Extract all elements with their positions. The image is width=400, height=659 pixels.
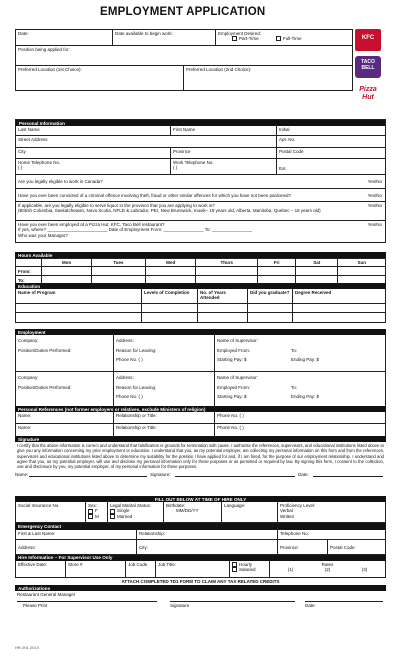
authorizations: Restaurant General Manager Please Print Signature Date:: [15, 591, 386, 615]
edu-col-levels: Levels of Completion: [142, 289, 198, 303]
personal-header: Personal Information: [16, 120, 385, 126]
rgm-name-line[interactable]: [17, 601, 157, 602]
hours-from-label: From:: [16, 267, 42, 276]
td1-notice: ATTACH COMPLETED TD1 FORM TO CLAIM ANY TAX RELATED CREDITS: [121, 578, 280, 584]
kfc-logo: KFC: [355, 29, 381, 51]
question-liquor: If applicable, are you legally eligible to serve liquor in the province that you are applying to work in? (British Columbia, Saskatchewan, Nova Scotia, NFLD & Labrador, PEI, New Brunswick, Inuvik– 19 years old, Alberta, Manitoba, Quebec – 18 years old) Yes/No: [18, 203, 382, 214]
rgm-date-line[interactable]: [305, 601, 383, 602]
employment-entry-2: Company: Position/Duties Performed: Address: Reason for Leaving: Phone No. ( ) Name of Supervisor: Employed From: To: Starting Pay: $ Ending Pay: $: [15, 372, 386, 409]
question-eligible: Are you legally eligible to work in Canada? Yes/No: [18, 179, 382, 185]
references-header: Personal References (not former employers or relatives, exclude Ministers of religion): [15, 406, 386, 412]
yesno-3[interactable]: Yes/No: [367, 203, 382, 209]
taco-bell-logo: TACO BELL: [355, 56, 381, 78]
part-time-checkbox[interactable]: [232, 36, 237, 41]
employment-header: Employment: [15, 329, 386, 335]
day-mon: Mon: [42, 259, 92, 267]
married-checkbox[interactable]: [110, 514, 115, 519]
date-field[interactable]: Date:: [16, 30, 113, 45]
yesno-1[interactable]: Yes/No: [367, 179, 382, 185]
education-header: Education: [15, 283, 386, 289]
day-wed: Wed: [145, 259, 196, 267]
signature-line: Name: Signature: Date:: [15, 472, 386, 482]
emergency-contact: First & Last Name: Relationship: Telephone No. Address: City: Province: Postal Code:: [15, 530, 386, 555]
personal-section: [15, 119, 386, 243]
emergency-header: Emergency Contact: [15, 523, 386, 529]
yesno-4[interactable]: Yes/No: [367, 222, 382, 228]
yesno-2[interactable]: Yes/No: [367, 193, 382, 199]
consent-text: I certify that the above information is correct and understand that falsification is grounds for termination with cause. I authorise the references, supervisors, and educational institutions listed above to give you any information concerning my prior employment or education. I understand that you, as my potential employer, are collecting my personal information on this form and from the references, supervisors and educational institutions listed above to determine my suitability for the position I have applied for and, if I am hired, for the purpose of our employment relationship. I understand and agree that you, as my potential employer, will use and disclose my personal information only for those purposes or as permitted or required by law. By signing this form, I consent to the collection, use and disclosure by you, my potential employer, of my personal information for these purposes.: [17, 443, 384, 469]
first-name-field[interactable]: First Name: [171, 126, 277, 135]
province-field[interactable]: Province: [171, 148, 277, 158]
signature-name-field[interactable]: [29, 472, 147, 477]
preferred-location-2[interactable]: Preferred Location (2nd Choice):: [186, 67, 252, 72]
date-available-field[interactable]: Date available to begin work:: [113, 30, 216, 45]
employment-desired: Employment Desired: Part-Time Full-Time: [218, 31, 302, 42]
street-field[interactable]: Street Address: [16, 136, 277, 147]
hire-info-table: Effective Date: Store # Job Code Job Title: Hourly Salaried Rates (1) (2) (3): [15, 561, 386, 578]
last-name-field[interactable]: Last Name: [16, 126, 171, 135]
form-number: HR-001 2014: [15, 645, 39, 650]
city-field[interactable]: City: [16, 148, 171, 158]
day-sat: Sat: [296, 259, 338, 267]
initial-field[interactable]: Initial: [279, 127, 290, 133]
hours-table: [15, 258, 386, 285]
day-thurs: Thurs: [196, 259, 258, 267]
top-section: [15, 29, 353, 91]
signature-field[interactable]: [175, 472, 295, 477]
edu-col-years: No. of Years Attended: [198, 289, 248, 303]
signature-header: Signature: [15, 436, 386, 442]
day-sun: Sun: [338, 259, 386, 267]
day-tues: Tues: [92, 259, 145, 267]
ext-field[interactable]: Ext.: [279, 166, 287, 172]
postal-field[interactable]: Postal Code: [279, 149, 304, 155]
apt-field[interactable]: Apt. No.: [279, 137, 296, 143]
hire-header: FILL OUT BELOW AT TIME OF HIRE ONLY: [15, 496, 386, 502]
question-previous-employment: Have you ever been employed at a Pizza Hut, KFC, Taco Bell restaurant? If yes, where? ________________________ Date of Employment From: ________________ To: ________________ Who was your Manager? Yes/No: [18, 222, 382, 238]
authorizations-header: Authorizations: [15, 585, 386, 591]
references-table: Name: Relationship or Title: Phone No. ( ) Name: Relationship or Title: Phone No. ( ): [15, 412, 386, 437]
edu-col-degree: Degree Received: [295, 290, 332, 296]
signature-date-field[interactable]: [313, 472, 383, 477]
preferred-location-1[interactable]: Preferred Location (1st Choice):: [16, 66, 184, 90]
employment-entry-1: Company: Position/Duties Performed: Address: Reason for Leaving: Phone No. ( ) Name of Supervisor: Employed From: To: Starting Pay: $ Ending Pay: $: [15, 335, 386, 372]
question-convicted: Have you ever been convicted of a criminal offence involving theft, fraud or other similar offences for which you have not been pardoned? Yes/No: [18, 193, 382, 199]
hire-info: Social Insurance No. Sex: F M Legal Marital Status: Single Married Birthdate: MM/DD/YY Language: Proficiency Level: Verbal Written: [15, 502, 386, 523]
salaried-checkbox[interactable]: [232, 567, 237, 572]
pizza-hut-logo: Pizza Hut: [359, 86, 377, 102]
education-table: [15, 289, 386, 323]
hire-info-header: Hire Information – For Supervisor Use Only: [15, 555, 386, 561]
home-tel-field[interactable]: Home Telephone No. ( ): [16, 159, 171, 174]
male-checkbox[interactable]: [88, 514, 93, 519]
edu-col-program: Name of Program: [16, 289, 142, 303]
page-title: EMPLOYMENT APPLICATION: [100, 6, 266, 18]
hours-header: Hours Available: [15, 252, 386, 258]
day-fri: Fri: [258, 259, 296, 267]
work-tel-field[interactable]: Work Telephone No. ( ): [171, 159, 277, 174]
full-time-checkbox[interactable]: [276, 36, 281, 41]
position-field[interactable]: Position being applied for:: [18, 47, 70, 52]
hours-to-label: To:: [16, 276, 42, 285]
edu-col-graduate: Did you graduate?: [248, 289, 293, 303]
rgm-signature-line[interactable]: [170, 601, 295, 602]
brand-logos: [355, 29, 385, 110]
